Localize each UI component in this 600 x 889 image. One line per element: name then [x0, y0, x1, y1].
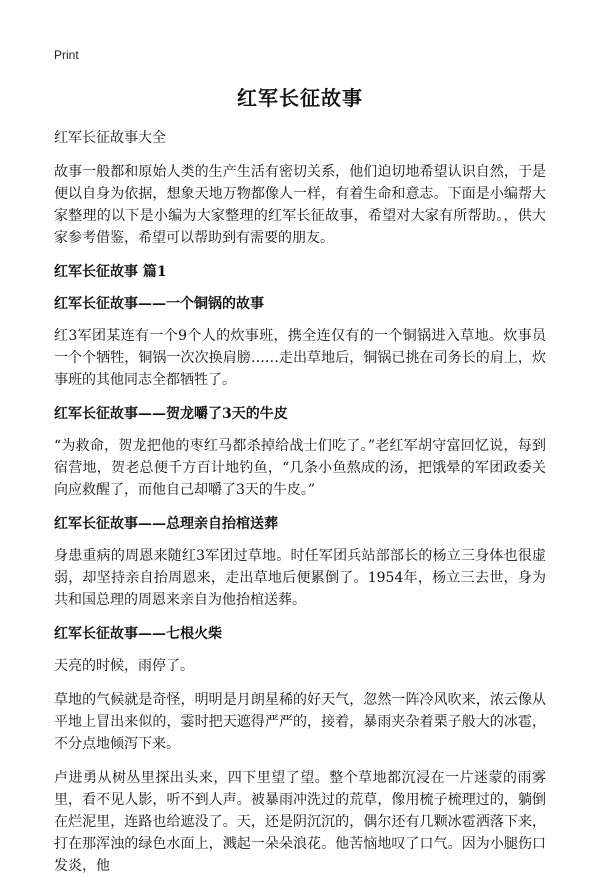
story-text-seven-matches-2: 草地的气候就是奇怪，明明是月朗星稀的好天气，忽然一阵冷风吹来，浓云像从平地上冒出来似的，霎时把天遮得严严的，接着，暴雨夹杂着栗子般大的冰雹，不分点地倾泻下来。 [54, 692, 546, 752]
story-text-seven-matches-3: 卢进勇从树丛里探出头来，四下里望了望。整个草地都沉浸在一片迷蒙的雨雾里，看不见人影，听不到人声。被暴雨冲洗过的荒草，像用梳子梳理过的，躺倒在烂泥里，连路也给遮没了。天，还是阴沉沉的，偶尔还有几颗冰雹洒落下来，打在那浑浊的绿色水面上，溅起一朵朵浪花。他苦恼地叹了口气。因为小腿伤口发炎，他 [54, 770, 546, 874]
document-body [54, 74, 546, 889]
story-heading-seven-matches: 红军长征故事——七根火柴 [54, 626, 222, 642]
story-heading-helong-cowhide: 红军长征故事——贺龙嚼了3天的牛皮 [54, 406, 288, 422]
story-heading-premier-coffin: 红军长征故事——总理亲自抬棺送葬 [54, 516, 278, 532]
story-text-seven-matches-1: 天亮的时候，雨停了。 [54, 658, 194, 674]
intro-paragraph: 故事一般都和原始人类的生产生活有密切关系，他们迫切地希望认识自然，于是便以自身为依据，想象天地万物都像人一样，有着生命和意志。下面是小编帮大家整理的以下是小编为大家整理的红军长征故事，希望对大家有所帮助。，供大家参考借鉴，希望可以帮助到有需要的朋友。 [54, 164, 546, 246]
part-heading: 红军长征故事 篇1 [54, 264, 167, 280]
story-heading-copper-pot: 红军长征故事——一个铜锅的故事 [54, 296, 264, 312]
story-text-premier-coffin: 身患重病的周恩来随红3军团过草地。时任军团兵站部部长的杨立三身体也很虚弱，却坚持亲自抬周恩来，走出草地后便累倒了。1954年，杨立三去世，身为共和国总理的周恩来亲自为他抬棺送葬。 [54, 548, 546, 608]
print-link[interactable]: Print [54, 48, 79, 62]
story-text-copper-pot: 红3军团某连有一个9个人的炊事班，携全连仅有的一个铜锅进入草地。炊事员一个个牺牲，铜锅一次次换肩膀……走出草地后，铜锅已挑在司务长的肩上，炊事班的其他同志全都牺牲了。 [54, 328, 546, 388]
document-subtitle: 红军长征故事大全 [54, 130, 166, 146]
document-title: 红军长征故事 [237, 86, 363, 110]
story-text-helong-cowhide: “为救命，贺龙把他的枣红马都杀掉给战士们吃了。”老红军胡守富回忆说，每到宿营地，贺老总便千方百计地钓鱼，“几条小鱼熬成的汤，把饿晕的军团政委关向应救醒了，而他自己却嚼了3天的牛皮。” [54, 438, 546, 498]
